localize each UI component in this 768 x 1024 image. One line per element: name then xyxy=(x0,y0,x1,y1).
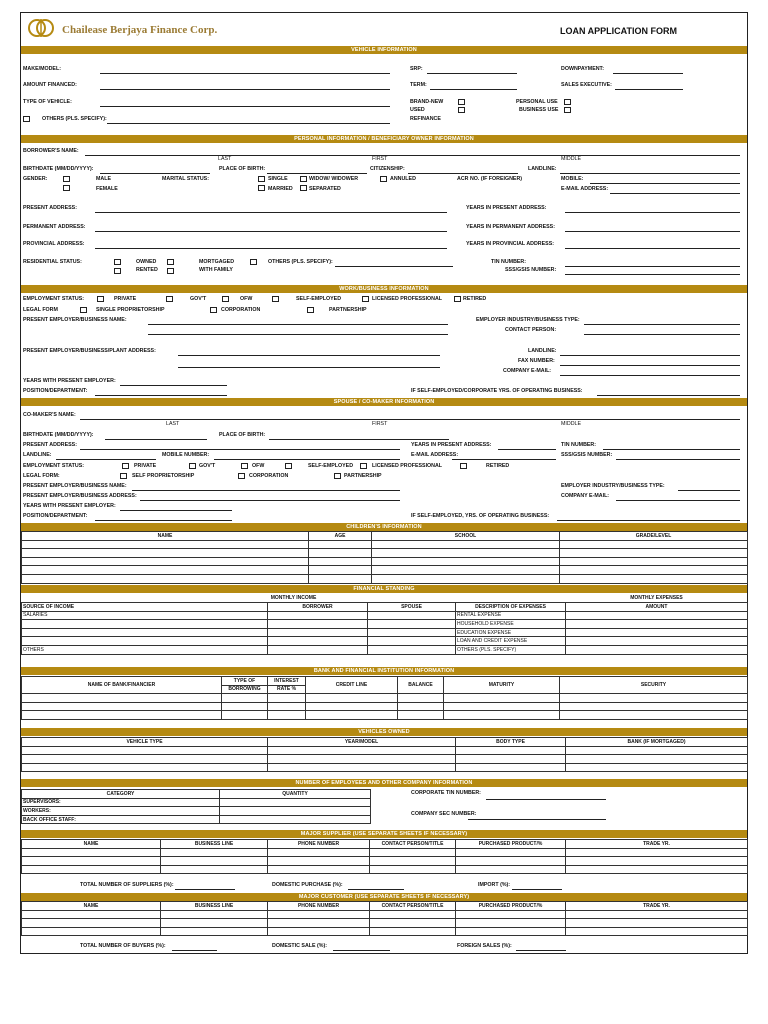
label-mobile: MOBILE: xyxy=(561,176,584,182)
table-row xyxy=(22,702,748,711)
label-mortgaged: MORTGAGED xyxy=(199,259,235,265)
label-sup-import: IMPORT (%): xyxy=(478,882,511,888)
downpayment-field[interactable] xyxy=(613,73,683,74)
customer-table xyxy=(21,901,748,936)
sp-self-employed-checkbox[interactable] xyxy=(285,463,292,469)
label-self-employed: SELF-EMPLOYED xyxy=(296,296,342,302)
label-govt: GOV'T xyxy=(190,296,207,302)
owned-checkbox-b[interactable] xyxy=(167,259,174,265)
company-name: Chailease Berjaya Finance Corp. xyxy=(62,24,218,36)
mortgaged-checkbox[interactable] xyxy=(250,259,257,265)
col-school: SCHOOL xyxy=(372,532,560,541)
sole-checkbox[interactable] xyxy=(80,307,87,313)
years-employer-field[interactable] xyxy=(120,385,227,386)
section-supplier: MAJOR SUPPLIER (USE SEPARATE SHEETS IF NECESSARY) xyxy=(21,830,747,838)
partnership-checkbox[interactable] xyxy=(307,307,314,313)
monthly-income-header: MONTHLY INCOME xyxy=(22,594,566,603)
label-others-vehicle: OTHERS (PLS. SPECIFY): xyxy=(42,116,107,122)
label-sp-first: FIRST xyxy=(372,421,388,427)
col-bank-mortgaged: BANK (IF MORTGAGED) xyxy=(566,738,748,747)
col-vehicle-type: VEHICLE TYPE xyxy=(22,738,268,747)
label-comaker-name: CO-MAKER'S NAME: xyxy=(23,412,76,418)
section-personal: PERSONAL INFORMATION / BENEFICIARY OWNER INFORMATION xyxy=(21,135,747,143)
table-row xyxy=(22,763,748,772)
label-sp-ofw: OFW xyxy=(252,463,265,469)
amount-financed-field[interactable] xyxy=(100,89,390,90)
table-row xyxy=(22,865,748,874)
permanent-address-field[interactable] xyxy=(95,231,447,232)
label-position: POSITION/DEPARTMENT: xyxy=(23,388,88,394)
cus-col-phone: PHONE NUMBER xyxy=(268,902,370,911)
label-sp-last: LAST xyxy=(166,421,180,427)
self-employed-checkbox[interactable] xyxy=(272,296,279,302)
sp-present-address-field[interactable] xyxy=(80,449,400,450)
label-sp-email: E-MAIL ADDRESS: xyxy=(411,452,459,458)
employer-address-field-2[interactable] xyxy=(178,367,440,368)
label-industry: EMPLOYER INDUSTRY/BUSINESS TYPE: xyxy=(476,317,580,323)
sp-partnership-checkbox[interactable] xyxy=(334,473,341,479)
label-sp-years-employer: YEARS WITH PRESENT EMPLOYER: xyxy=(23,503,116,509)
sup-col-business: BUSINESS LINE xyxy=(161,840,268,849)
separated-checkbox[interactable] xyxy=(300,185,307,191)
company-logo-icon xyxy=(26,17,56,39)
table-row xyxy=(22,857,748,866)
industry-field[interactable] xyxy=(584,324,740,325)
sp-place-birth-field[interactable] xyxy=(269,439,449,440)
corporation-checkbox[interactable] xyxy=(210,307,217,313)
sp-corporation-checkbox[interactable] xyxy=(238,473,245,479)
provincial-address-field[interactable] xyxy=(95,248,447,249)
table-row xyxy=(22,927,748,936)
fax-field[interactable] xyxy=(560,365,740,366)
label-private: PRIVATE xyxy=(114,296,137,302)
comaker-name-field[interactable] xyxy=(80,419,740,420)
label-single: SINGLE xyxy=(268,176,288,182)
label-separated: SEPARATED xyxy=(309,186,341,192)
employer-name-field[interactable] xyxy=(148,324,448,325)
sp-self-years-field[interactable] xyxy=(557,520,740,521)
rented-checkbox-a[interactable] xyxy=(114,268,121,274)
rented-checkbox-b[interactable] xyxy=(167,268,174,274)
label-partnership: PARTNERSHIP xyxy=(329,307,367,313)
form-title: LOAN APPLICATION FORM xyxy=(560,26,677,36)
others-vehicle-checkbox[interactable] xyxy=(23,116,30,122)
birthdate-field[interactable] xyxy=(100,173,210,174)
sp-birthdate-field[interactable] xyxy=(105,439,207,440)
make-model-field[interactable] xyxy=(100,73,390,74)
col-credit: CREDIT LINE xyxy=(306,677,398,694)
single-checkbox[interactable] xyxy=(258,176,265,182)
label-sp-industry: EMPLOYER INDUSTRY/BUSINESS TYPE: xyxy=(561,483,665,489)
label-female: FEMALE xyxy=(96,186,118,192)
table-row xyxy=(22,566,748,575)
exp-household: HOUSEHOLD EXPENSE xyxy=(456,620,566,629)
label-sp-birthdate: BIRTHDATE (MM/DD/YYYY): xyxy=(23,432,94,438)
label-sup-domestic: DOMESTIC PURCHASE (%): xyxy=(272,882,343,888)
sp-tin-field[interactable] xyxy=(603,449,740,450)
label-years-permanent: YEARS IN PERMANENT ADDRESS: xyxy=(466,224,555,230)
label-with-family: WITH FAMILY xyxy=(199,267,233,273)
label-widow: WIDOW/ WIDOWER xyxy=(309,176,359,182)
sec-field[interactable] xyxy=(468,819,606,820)
children-table xyxy=(21,531,748,584)
sp-employer-name-field[interactable] xyxy=(132,490,400,491)
company-email-field[interactable] xyxy=(560,375,740,376)
label-make-model: MAKE/MODEL: xyxy=(23,66,61,72)
sp-employer-address-field[interactable] xyxy=(140,500,400,501)
type-vehicle-field[interactable] xyxy=(100,106,390,107)
label-years-provincial: YEARS IN PROVINCIAL ADDRESS: xyxy=(466,241,554,247)
cus-col-product: PURCHASED PRODUCT/% xyxy=(456,902,566,911)
label-self-years: IF SELF-EMPLOYED/CORPORATE YRS. OF OPERATING BUSINESS: xyxy=(411,388,583,394)
col-security: SECURITY xyxy=(560,677,748,694)
label-personal-use: PERSONAL USE xyxy=(516,99,558,105)
label-birthdate: BIRTHDATE (MM/DD/YYYY): xyxy=(23,166,94,172)
label-sec: COMPANY SEC NUMBER: xyxy=(411,811,477,817)
col-year-model: YEAR/MODEL xyxy=(268,738,456,747)
label-emp-status: EMPLOYMENT STATUS: xyxy=(23,296,85,302)
col-borrower: BORROWER xyxy=(268,603,368,612)
sp-landline-field[interactable] xyxy=(56,459,156,460)
label-sp-licensed: LICENSED PROFESSIONAL xyxy=(372,463,443,469)
employees-table xyxy=(21,789,371,824)
label-sp-present-address: PRESENT ADDRESS: xyxy=(23,442,77,448)
others-res-field[interactable] xyxy=(335,266,453,267)
vehicles-table xyxy=(21,737,748,772)
section-work: WORK/BUSINESS INFORMATION xyxy=(21,285,747,293)
label-corporation: CORPORATION xyxy=(221,307,261,313)
label-employer-address: PRESENT EMPLOYER/BUSINESS/PLANT ADDRESS: xyxy=(23,348,156,354)
sup-col-contact: CONTACT PERSON/TITLE xyxy=(370,840,456,849)
sup-col-trade: TRADE YR. xyxy=(566,840,748,849)
label-company-email: COMPANY E-MAIL: xyxy=(503,368,552,374)
label-cus-domestic: DOMESTIC SALE (%): xyxy=(272,943,328,949)
label-owned: OWNED xyxy=(136,259,157,265)
col-rate-2: RATE % xyxy=(268,685,306,694)
mobile-field[interactable] xyxy=(590,183,740,184)
section-vehicles-owned: VEHICLES OWNED xyxy=(21,728,747,736)
years-permanent-field[interactable] xyxy=(565,231,740,232)
supplier-table xyxy=(21,839,748,874)
label-provincial-address: PROVINCIAL ADDRESS: xyxy=(23,241,85,247)
col-grade: GRADE/LEVEL xyxy=(560,532,748,541)
label-tin: TIN NUMBER: xyxy=(491,259,527,265)
sp-mobile-field[interactable] xyxy=(214,459,400,460)
table-row xyxy=(22,919,748,928)
label-sp-self-employed: SELF-EMPLOYED xyxy=(308,463,354,469)
table-row xyxy=(22,848,748,857)
present-address-field[interactable] xyxy=(95,212,447,213)
cus-col-contact: CONTACT PERSON/TITLE xyxy=(370,902,456,911)
sp-private-checkbox[interactable] xyxy=(122,463,129,469)
section-employees: NUMBER OF EMPLOYEES AND OTHER COMPANY INFORMATION xyxy=(21,779,747,787)
section-financial: FINANCIAL STANDING xyxy=(21,585,747,593)
label-first: FIRST xyxy=(372,156,388,162)
cus-col-trade: TRADE YR. xyxy=(566,902,748,911)
govt-checkbox[interactable] xyxy=(166,296,173,302)
sp-industry-field[interactable] xyxy=(678,490,740,491)
label-sp-partnership: PARTNERSHIP xyxy=(344,473,382,479)
label-sp-company-email: COMPANY E-MAIL: xyxy=(561,493,610,499)
label-sp-employer-address: PRESENT EMPLOYER/BUSINESS ADDRESS: xyxy=(23,493,137,499)
owned-checkbox-a[interactable] xyxy=(114,259,121,265)
self-years-field[interactable] xyxy=(597,395,740,396)
label-sales-exec: SALES EXECUTIVE: xyxy=(561,82,612,88)
term-field[interactable] xyxy=(430,89,517,90)
cus-foreign-field[interactable] xyxy=(516,950,566,951)
label-brand-new: BRAND-NEW xyxy=(410,99,444,105)
citizenship-field[interactable] xyxy=(408,173,518,174)
label-marital: MARITAL STATUS: xyxy=(162,176,209,182)
business-use-checkbox[interactable] xyxy=(564,107,571,113)
label-male: MALE xyxy=(96,176,112,182)
label-corp-tin: CORPORATE TIN NUMBER: xyxy=(411,790,481,796)
label-years-employer: YEARS WITH PRESENT EMPLOYER: xyxy=(23,378,116,384)
col-balance: BALANCE xyxy=(398,677,444,694)
label-srp: SRP: xyxy=(410,66,423,72)
label-sp-govt: GOV'T xyxy=(199,463,216,469)
label-borrowers-name: BORROWER'S NAME: xyxy=(23,148,79,154)
label-term: TERM: xyxy=(410,82,427,88)
label-place-birth: PLACE OF BIRTH: xyxy=(219,166,266,172)
row-supervisors: SUPERVISORS: xyxy=(22,798,220,807)
table-row xyxy=(22,540,748,549)
label-sp-position: POSITION/DEPARTMENT: xyxy=(23,513,88,519)
label-sp-place-birth: PLACE OF BIRTH: xyxy=(219,432,266,438)
position-field[interactable] xyxy=(95,395,227,396)
label-retired: RETIRED xyxy=(463,296,487,302)
label-years-present: YEARS IN PRESENT ADDRESS: xyxy=(466,205,547,211)
married-checkbox[interactable] xyxy=(258,185,265,191)
label-landline: LANDLINE: xyxy=(528,166,557,172)
sp-years-present-field[interactable] xyxy=(498,449,556,450)
col-bank-name: NAME OF BANK/FINANCIER xyxy=(22,677,222,694)
label-sp-corporation: CORPORATION xyxy=(249,473,289,479)
male-checkbox[interactable] xyxy=(63,176,70,182)
row-workers: WORKERS: xyxy=(22,807,220,816)
employer-address-field[interactable] xyxy=(178,355,440,356)
brand-new-checkbox[interactable] xyxy=(458,99,465,105)
label-licensed: LICENSED PROFESSIONAL xyxy=(372,296,443,302)
tin-field[interactable] xyxy=(565,266,740,267)
label-last: LAST xyxy=(218,156,232,162)
cus-total-field[interactable] xyxy=(172,950,217,951)
section-spouse: SPOUSE / CO-MAKER INFORMATION xyxy=(21,398,747,406)
label-fax: FAX NUMBER: xyxy=(518,358,555,364)
sales-exec-field[interactable] xyxy=(615,89,683,90)
label-sp-mobile: MOBILE NUMBER: xyxy=(162,452,210,458)
label-cus-total: TOTAL NUMBER OF BUYERS (%): xyxy=(80,943,166,949)
label-sp-landline: LANDLINE: xyxy=(23,452,52,458)
table-row xyxy=(22,694,748,703)
sss-field[interactable] xyxy=(565,274,740,275)
table-row xyxy=(22,574,748,583)
section-children: CHILDREN'S INFORMATION xyxy=(21,523,747,531)
srp-field[interactable] xyxy=(427,73,517,74)
label-legal-form: LEGAL FORM xyxy=(23,307,58,313)
label-contact-person: CONTACT PERSON: xyxy=(505,327,557,333)
licensed-checkbox[interactable] xyxy=(362,296,369,302)
table-row xyxy=(22,746,748,755)
label-sup-total: TOTAL NUMBER OF SUPPLIERS (%): xyxy=(80,882,174,888)
label-sp-retired: RETIRED xyxy=(486,463,510,469)
used-checkbox[interactable] xyxy=(458,107,465,113)
work-landline-field[interactable] xyxy=(560,355,740,356)
label-type-vehicle: TYPE OF VEHICLE: xyxy=(23,99,72,105)
sup-col-product: PURCHASED PRODUCT/% xyxy=(456,840,566,849)
label-amount-financed: AMOUNT FINANCED: xyxy=(23,82,77,88)
label-sp-tin: TIN NUMBER: xyxy=(561,442,597,448)
sp-govt-checkbox[interactable] xyxy=(189,463,196,469)
label-sp-sss: SSS/GSIS NUMBER: xyxy=(561,452,613,458)
annuled-checkbox[interactable] xyxy=(380,176,387,182)
col-age: AGE xyxy=(309,532,372,541)
label-email: E-MAIL ADDRESS: xyxy=(561,186,609,192)
sup-col-name: NAME xyxy=(22,840,161,849)
sp-retired-checkbox[interactable] xyxy=(460,463,467,469)
label-present-address: PRESENT ADDRESS: xyxy=(23,205,77,211)
table-row xyxy=(22,549,748,558)
ofw-checkbox[interactable] xyxy=(222,296,229,302)
label-middle: MIDDLE xyxy=(561,156,582,162)
female-checkbox[interactable] xyxy=(63,185,70,191)
label-married: MARRIED xyxy=(268,186,293,192)
col-amount: AMOUNT xyxy=(566,603,748,612)
row-back-office: BACK OFFICE STAFF: xyxy=(22,815,220,824)
label-ofw: OFW xyxy=(240,296,253,302)
years-provincial-field[interactable] xyxy=(565,248,740,249)
label-used: USED xyxy=(410,107,425,113)
exp-education: EDUCATION EXPENSE xyxy=(456,628,566,637)
sup-import-field[interactable] xyxy=(512,889,562,890)
col-quantity: QUANTITY xyxy=(220,790,371,799)
table-row xyxy=(22,711,748,720)
cus-col-business: BUSINESS LINE xyxy=(161,902,268,911)
corp-tin-field[interactable] xyxy=(486,799,606,800)
col-body-type: BODY TYPE xyxy=(456,738,566,747)
sp-sss-field[interactable] xyxy=(616,459,740,460)
label-others-res: OTHERS (PLS. SPECIFY): xyxy=(268,259,333,265)
contact-person-field[interactable] xyxy=(584,334,740,335)
label-rented: RENTED xyxy=(136,267,158,273)
label-sp-emp-status: EMPLOYMENT STATUS: xyxy=(23,463,85,469)
label-downpayment: DOWNPAYMENT: xyxy=(561,66,604,72)
col-type-1: TYPE OF xyxy=(222,677,268,686)
label-permanent-address: PERMANENT ADDRESS: xyxy=(23,224,86,230)
section-vehicle: VEHICLE INFORMATION xyxy=(21,46,747,54)
borrowers-name-field[interactable] xyxy=(85,155,740,156)
label-annuled: ANNULED xyxy=(390,176,416,182)
email-field[interactable] xyxy=(610,193,740,194)
sp-position-field[interactable] xyxy=(95,520,232,521)
label-sss: SSS/GSIS NUMBER: xyxy=(505,267,557,273)
cus-domestic-field[interactable] xyxy=(333,950,390,951)
sup-domestic-field[interactable] xyxy=(348,889,404,890)
row-others: OTHERS xyxy=(22,646,268,655)
sup-total-field[interactable] xyxy=(175,889,235,890)
sp-company-email-field[interactable] xyxy=(616,500,740,501)
cus-col-name: NAME xyxy=(22,902,161,911)
col-category: CATEGORY xyxy=(22,790,220,799)
col-name: NAME xyxy=(22,532,309,541)
private-checkbox[interactable] xyxy=(97,296,104,302)
label-sp-legal-form: LEGAL FORM: xyxy=(23,473,60,479)
col-spouse: SPOUSE xyxy=(368,603,456,612)
label-sp-years-present: YEARS IN PRESENT ADDRESS: xyxy=(411,442,492,448)
label-acr: ACR NO. (IF FOREIGNER) xyxy=(457,176,523,182)
label-cus-foreign: FOREIGN SALES (%): xyxy=(457,943,512,949)
widow-checkbox[interactable] xyxy=(300,176,307,182)
financial-table xyxy=(21,594,748,655)
label-sp-sole: SELF PROPRIETORSHIP xyxy=(132,473,195,479)
label-sp-self-years: IF SELF-EMPLOYED, YRS. OF OPERATING BUSINESS: xyxy=(411,513,550,519)
label-citizenship: CITIZENSHIP: xyxy=(370,166,405,172)
label-sp-private: PRIVATE xyxy=(134,463,157,469)
label-sp-middle: MIDDLE xyxy=(561,421,582,427)
sp-sole-checkbox[interactable] xyxy=(120,473,127,479)
personal-use-checkbox[interactable] xyxy=(564,99,571,105)
label-gender: GENDER: xyxy=(23,176,48,182)
sup-col-phone: PHONE NUMBER xyxy=(268,840,370,849)
label-refinance: REFINANCE xyxy=(410,116,441,122)
years-present-field[interactable] xyxy=(565,212,740,213)
section-customer: MAJOR CUSTOMER (USE SEPARATE SHEETS IF NECESSARY) xyxy=(21,893,747,901)
place-birth-field[interactable] xyxy=(267,173,367,174)
exp-rental: RENTAL EXPENSE xyxy=(456,611,566,620)
retired-checkbox[interactable] xyxy=(454,296,461,302)
bank-table xyxy=(21,676,748,720)
row-salaries: SALARIES xyxy=(22,611,268,620)
exp-loan: LOAN AND CREDIT EXPENSE xyxy=(456,637,566,646)
section-bank: BANK AND FINANCIAL INSTITUTION INFORMATION xyxy=(21,667,747,675)
col-type-2: BORROWING xyxy=(222,685,268,694)
col-maturity: MATURITY xyxy=(444,677,560,694)
sp-ofw-checkbox[interactable] xyxy=(241,463,248,469)
col-rate-1: INTEREST xyxy=(268,677,306,686)
table-row xyxy=(22,755,748,764)
label-business-use: BUSINESS USE xyxy=(519,107,559,113)
sp-email-field[interactable] xyxy=(452,459,556,460)
label-sp-employer-name: PRESENT EMPLOYER/BUSINESS NAME: xyxy=(23,483,127,489)
label-residential: RESIDENTIAL STATUS: xyxy=(23,259,82,265)
employer-name-field-2[interactable] xyxy=(148,334,448,335)
label-work-landline: LANDLINE: xyxy=(528,348,557,354)
exp-others: OTHERS (PLS. SPECIFY) xyxy=(456,646,566,655)
label-employer-name: PRESENT EMPLOYER/BUSINESS NAME: xyxy=(23,317,127,323)
sp-licensed-checkbox[interactable] xyxy=(360,463,367,469)
table-row xyxy=(22,910,748,919)
sp-years-employer-field[interactable] xyxy=(120,510,232,511)
label-sole: SINGLE PROPRIETORSHIP xyxy=(96,307,165,313)
monthly-expenses-header: MONTHLY EXPENSES xyxy=(566,594,748,603)
others-vehicle-field[interactable] xyxy=(107,123,390,124)
landline-field[interactable] xyxy=(560,173,740,174)
col-desc: DESCRIPTION OF EXPENSES xyxy=(456,603,566,612)
col-source: SOURCE OF INCOME xyxy=(22,603,268,612)
table-row xyxy=(22,557,748,566)
